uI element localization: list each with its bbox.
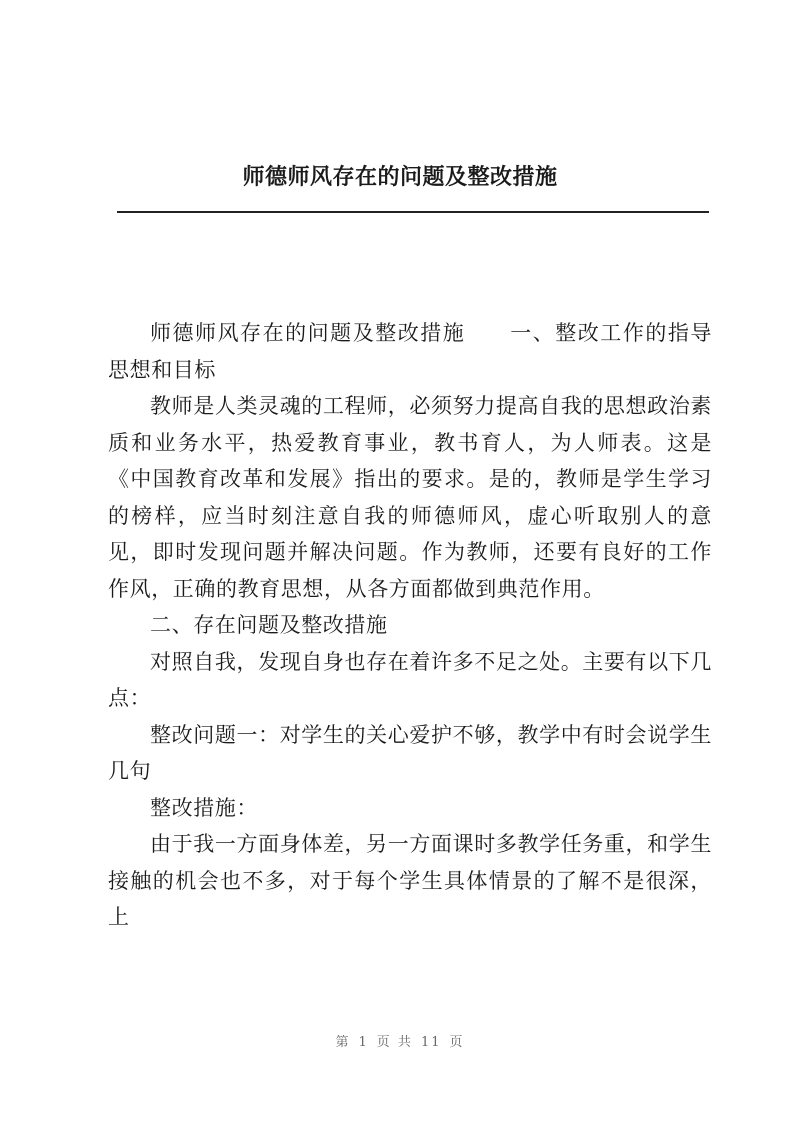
footer-page-prefix: 第 bbox=[335, 1035, 351, 1050]
section2-heading: 二、存在问题及整改措施 bbox=[150, 613, 388, 637]
issue-1: 整改问题一：对学生的关心爱护不够，教学中有时会说学生几句 bbox=[108, 722, 712, 783]
footer-page-suffix: 页 bbox=[449, 1035, 465, 1050]
paragraph-1: 教师是人类灵魂的工程师，必须努力提高自我的思想政治素质和业务水平，热爱教育事业，教书育人，为人师表。这是《中国教育改革和发展》指出的要求。是的，教师是学生学习的榜样，应当时刻注意自我的师德师风，虚心听取别人的意见，即时发现问题并解决问题。作为教师，还要有良好的工作作风，正确的教育思想，从各方面都做到典范作用。 bbox=[108, 394, 712, 601]
section1-heading: 一、整改工作的指导思想和目标 bbox=[108, 321, 712, 382]
paragraph-3: 由于我一方面身体差，另一方面课时多教学任务重，和学生接触的机会也不多，对于每个学生具体情景的了解不是很深，上 bbox=[108, 832, 712, 929]
footer-total-pages: 11 bbox=[420, 1035, 442, 1050]
document-title: 师德师风存在的问题及整改措施 bbox=[242, 164, 558, 190]
measures-label: 整改措施： bbox=[150, 795, 258, 820]
page-footer bbox=[0, 1031, 800, 1050]
footer-page-middle: 页 共 bbox=[376, 1035, 413, 1050]
title-underline bbox=[117, 211, 709, 213]
paragraph-2: 对照自我，发现自身也存在着许多不足之处。主要有以下几点： bbox=[108, 649, 712, 710]
intro-title: 师德师风存在的问题及整改措施 bbox=[150, 321, 466, 345]
footer-page-number: 1 bbox=[358, 1035, 369, 1050]
document-body bbox=[108, 315, 712, 936]
intro-paragraph bbox=[108, 315, 712, 388]
